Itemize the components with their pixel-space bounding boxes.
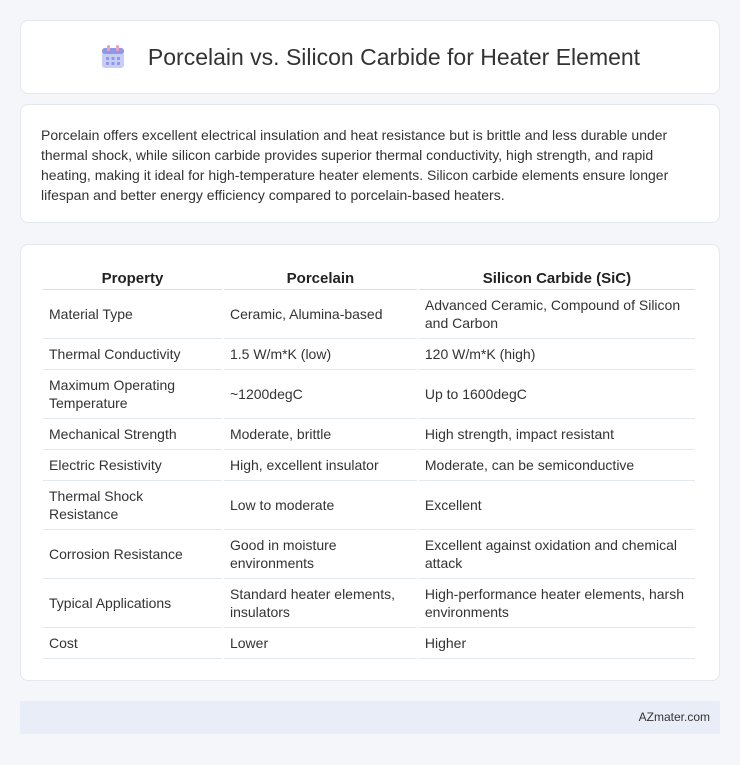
header-porcelain: Porcelain: [224, 266, 417, 290]
porcelain-cell: ~1200degC: [224, 370, 417, 419]
table-header-row: [43, 266, 695, 290]
calendar-icon: [100, 44, 126, 70]
porcelain-cell: Moderate, brittle: [224, 419, 417, 450]
comparison-table: [41, 266, 697, 659]
porcelain-cell: Good in moisture environments: [224, 530, 417, 579]
sic-cell: Up to 1600degC: [419, 370, 695, 419]
table-row: [43, 481, 695, 530]
table-row: [43, 419, 695, 450]
property-cell: Thermal Conductivity: [43, 339, 222, 370]
property-cell: Material Type: [43, 290, 222, 339]
sic-cell: High-performance heater elements, harsh environments: [419, 579, 695, 628]
table-row: [43, 530, 695, 579]
comparison-card: [20, 244, 720, 681]
property-cell: Thermal Shock Resistance: [43, 481, 222, 530]
table-row: [43, 628, 695, 659]
header-property: Property: [43, 266, 222, 290]
property-cell: Electric Resistivity: [43, 450, 222, 481]
porcelain-cell: Ceramic, Alumina-based: [224, 290, 417, 339]
porcelain-cell: 1.5 W/m*K (low): [224, 339, 417, 370]
table-row: [43, 370, 695, 419]
page-title: Porcelain vs. Silicon Carbide for Heater Element: [147, 43, 641, 70]
title-card: [20, 20, 720, 94]
table-row: [43, 450, 695, 481]
sic-cell: Excellent against oxidation and chemical attack: [419, 530, 695, 579]
sic-cell: Excellent: [419, 481, 695, 530]
summary-text: Porcelain offers excellent electrical insulation and heat resistance but is brittle and less durable under thermal shock, while silicon carbide provides superior thermal conductivity, high strength, and rapid heating, making it ideal for high-temperature heater elements. Silicon carbide elements ensure longer lifespan and better energy efficiency compared to porcelain-based heaters.: [41, 127, 669, 203]
sic-cell: 120 W/m*K (high): [419, 339, 695, 370]
property-cell: Typical Applications: [43, 579, 222, 628]
sic-cell: Advanced Ceramic, Compound of Silicon and Carbon: [419, 290, 695, 339]
header-silicon-carbide: Silicon Carbide (SiC): [419, 266, 695, 290]
property-cell: Corrosion Resistance: [43, 530, 222, 579]
table-row: [43, 579, 695, 628]
porcelain-cell: Lower: [224, 628, 417, 659]
table-row: [43, 339, 695, 370]
property-cell: Maximum Operating Temperature: [43, 370, 222, 419]
porcelain-cell: Standard heater elements, insulators: [224, 579, 417, 628]
porcelain-cell: Low to moderate: [224, 481, 417, 530]
footer: [20, 701, 720, 734]
property-cell: Cost: [43, 628, 222, 659]
footer-brand: AZmater.com: [638, 710, 710, 724]
porcelain-cell: High, excellent insulator: [224, 450, 417, 481]
table-row: [43, 290, 695, 339]
sic-cell: High strength, impact resistant: [419, 419, 695, 450]
sic-cell: Moderate, can be semiconductive: [419, 450, 695, 481]
summary-card: [20, 104, 720, 223]
sic-cell: Higher: [419, 628, 695, 659]
property-cell: Mechanical Strength: [43, 419, 222, 450]
